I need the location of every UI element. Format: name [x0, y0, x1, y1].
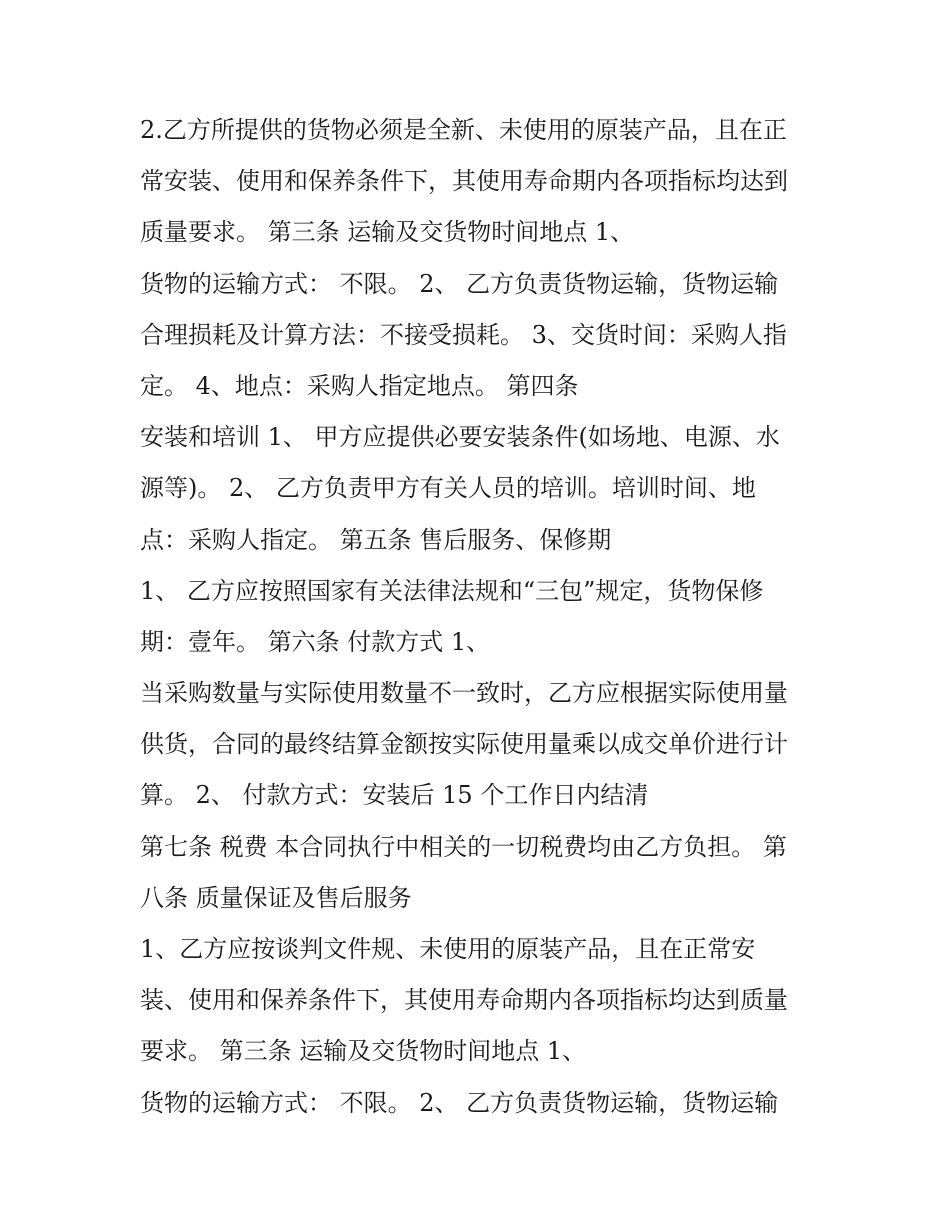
text-line-19: 要求。 第三条 运输及交货物时间地点 1、	[140, 1037, 587, 1066]
text-line-18: 装、使用和保养条件下，其使用寿命期内各项指标均达到质量	[140, 986, 788, 1015]
text-line-5: 合理损耗及计算方法：不接受损耗。 3、交货时间：采购人指	[140, 320, 787, 349]
text-line-12: 当采购数量与实际使用数量不一致时，乙方应根据实际使用量	[140, 679, 788, 708]
text-line-11: 期：壹年。 第六条 付款方式 1、	[140, 627, 491, 656]
text-line-4: 货物的运输方式： 不限。 2、 乙方负责货物运输，货物运输	[140, 269, 779, 298]
text-line-20: 货物的运输方式： 不限。 2、 乙方负责货物运输，货物运输	[140, 1088, 779, 1117]
text-line-7: 安装和培训 1、 甲方应提供必要安装条件(如场地、电源、水	[140, 423, 780, 452]
text-line-9: 点：采购人指定。 第五条 售后服务、保修期	[140, 525, 612, 554]
text-line-6: 定。 4、地点：采购人指定地点。 第四条	[140, 371, 579, 400]
text-line-1: 2.乙方所提供的货物必须是全新、未使用的原装产品，且在正	[140, 116, 787, 144]
text-line-3: 质量要求。 第三条 运输及交货物时间地点 1、	[140, 218, 635, 247]
text-line-8: 源等)。 2、 乙方负责甲方有关人员的培训。培训时间、地	[140, 474, 756, 503]
contract-text-block	[140, 105, 830, 1129]
text-line-15: 第七条 税费 本合同执行中相关的一切税费均由乙方负担。 第	[140, 832, 787, 861]
text-line-17: 1、乙方应按谈判文件规、未使用的原装产品，且在正常安	[140, 935, 756, 963]
text-line-16: 八条 质量保证及售后服务	[140, 883, 412, 912]
text-line-14: 算。 2、 付款方式：安装后 15 个工作日内结清	[140, 781, 649, 810]
text-line-2: 常安装、使用和保养条件下，其使用寿命期内各项指标均达到	[140, 167, 788, 196]
text-line-13: 供货，合同的最终结算金额按实际使用量乘以成交单价进行计	[140, 730, 788, 759]
text-line-10: 1、 乙方应按照国家有关法律法规和“三包”规定，货物保修	[140, 576, 764, 605]
